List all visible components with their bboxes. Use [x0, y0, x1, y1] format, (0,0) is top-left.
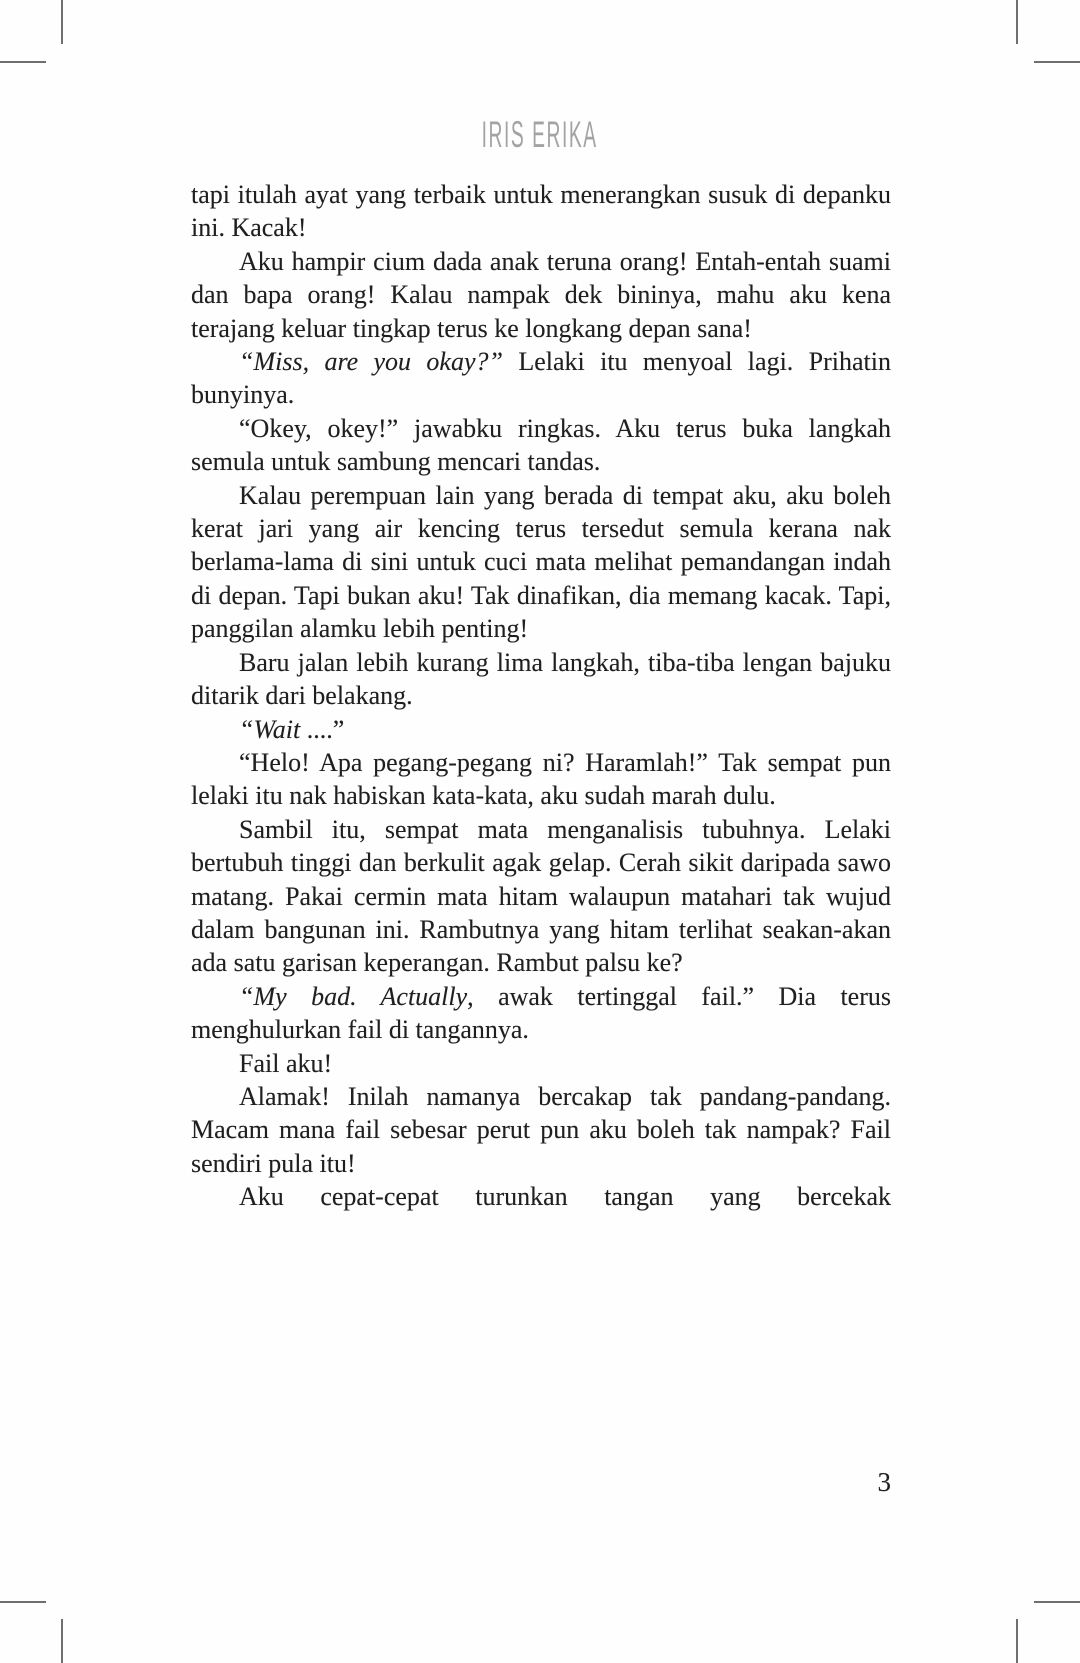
text-segment: Kalau perempuan lain yang berada di tempat aku, aku boleh kerat jari yang air kencing terus tersedut semula kerana nak berlama-lama di sini untuk cuci mata melihat pemandangan indah di depan. Tapi bukan aku! Tak dinafikan, dia memang kacak. Tapi, panggilan alamku lebih penting! [191, 480, 891, 644]
paragraph [191, 412, 891, 479]
paragraph [191, 813, 891, 980]
text-segment: Sambil itu, sempat mata menganalisis tubuhnya. Lelaki bertubuh tinggi dan berkulit agak gelap. Cerah sikit daripada sawo matang. Pakai cermin mata hitam walaupun matahari tak wujud dalam bangunan ini. Rambutnya yang hitam terlihat seakan-akan ada satu garisan keperangan. Rambut palsu ke? [191, 814, 891, 978]
crop-mark-bottom-left-horizontal [0, 1601, 46, 1603]
text-segment: Fail aku! [239, 1048, 333, 1078]
crop-mark-bottom-right-vertical [1016, 1619, 1018, 1663]
italic-text-segment: “My bad. Actually [239, 981, 468, 1011]
text-segment: ....” [300, 714, 345, 744]
crop-mark-bottom-right-horizontal [1034, 1601, 1080, 1603]
crop-mark-top-left-vertical [61, 0, 63, 44]
text-segment: Baru jalan lebih kurang lima langkah, tiba-tiba lengan bajuku ditarik dari belakang. [191, 647, 891, 711]
paragraph [191, 245, 891, 345]
text-segment: “Helo! Apa pegang-pegang ni? Haramlah!” Tak sempat pun lelaki itu nak habiskan kata-kata, aku sudah marah dulu. [191, 747, 891, 811]
crop-mark-top-left-horizontal [0, 61, 46, 63]
paragraph [191, 479, 891, 646]
text-segment: Aku hampir cium dada anak teruna orang! Entah-entah suami dan bapa orang! Kalau nampak dek bininya, mahu aku kena terajang keluar tingkap terus ke longkang depan sana! [191, 246, 891, 343]
running-head-row [0, 114, 1080, 156]
text-segment: Lelaki itu menyoal lagi. Prihatin bunyinya. [191, 347, 891, 410]
page-number: 3 [877, 1467, 891, 1497]
paragraph [191, 1047, 891, 1080]
paragraph [191, 1080, 891, 1180]
paragraph [191, 980, 891, 1047]
text-segment: Alamak! Inilah namanya bercakap tak pandang-pandang. Macam mana fail sebesar perut pun aku boleh tak nampak? Fail sendiri pula itu! [191, 1081, 891, 1178]
italic-text-segment: “Miss, are you okay?” [239, 347, 503, 377]
paragraph [191, 178, 891, 245]
paragraph [191, 345, 891, 412]
paragraph [191, 1180, 891, 1213]
crop-mark-top-right-vertical [1016, 0, 1018, 44]
paragraph [191, 746, 891, 813]
text-segment: , awak tertinggal fail.” Dia terus menghulurkan fail di tangannya. [191, 981, 891, 1045]
paragraph [191, 713, 891, 746]
text-segment: “Okey, okey!” jawabku ringkas. Aku terus buka langkah semula untuk sambung mencari tandas. [191, 413, 891, 477]
page-body [191, 178, 891, 1214]
text-segment: Aku cepat-cepat turunkan tangan yang bercekak [239, 1182, 891, 1212]
crop-mark-top-right-horizontal [1034, 61, 1080, 63]
italic-text-segment: “Wait [239, 714, 301, 744]
running-head-author: IRIS ERIKA [481, 114, 599, 155]
text-segment: tapi itulah ayat yang terbaik untuk menerangkan susuk di depanku ini. Kacak! [191, 180, 891, 243]
paragraph [191, 646, 891, 713]
crop-mark-bottom-left-vertical [61, 1619, 63, 1663]
